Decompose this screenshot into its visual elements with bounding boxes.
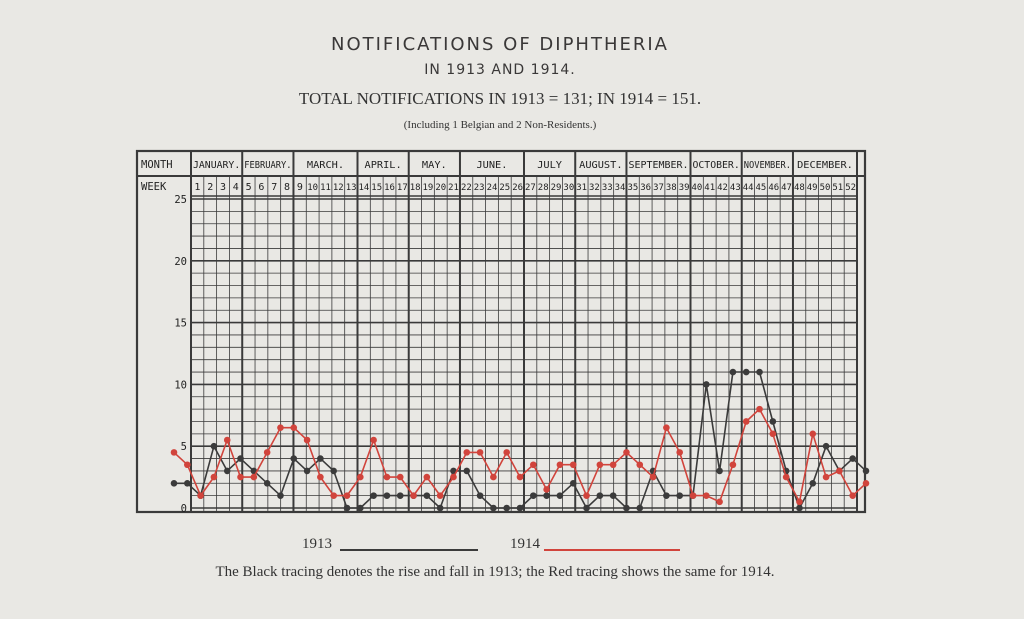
month-label: JUNE.: [476, 160, 508, 171]
data-point-1913: [184, 480, 191, 487]
data-point-1914: [410, 492, 417, 499]
data-point-1913: [477, 492, 484, 499]
data-point-1914: [370, 437, 377, 444]
month-label: MARCH.: [306, 160, 345, 171]
data-point-1914: [503, 449, 510, 456]
data-point-1914: [756, 406, 763, 413]
data-point-1914: [357, 474, 364, 481]
week-label: 22: [460, 183, 472, 193]
data-point-1913: [317, 455, 324, 462]
data-point-1914: [424, 474, 431, 481]
data-point-1914: [823, 474, 830, 481]
data-point-1914: [663, 424, 670, 431]
series-1913: [171, 369, 870, 512]
week-label: 52: [845, 183, 856, 193]
week-label: 35: [627, 183, 639, 193]
y-tick-label: 10: [174, 379, 187, 392]
data-point-1914: [610, 461, 617, 468]
data-point-1914: [171, 449, 178, 456]
data-point-1913: [623, 505, 630, 512]
week-label: 46: [768, 183, 780, 193]
month-label: JULY: [537, 160, 563, 171]
data-point-1913: [730, 369, 737, 376]
data-point-1913: [636, 505, 643, 512]
week-label: 10: [307, 183, 319, 193]
data-point-1914: [277, 424, 284, 431]
week-label: 13: [345, 183, 357, 193]
data-point-1913: [743, 369, 750, 376]
legend-1913-line: [340, 549, 478, 551]
data-point-1914: [703, 492, 710, 499]
week-label: 11: [320, 183, 331, 193]
data-point-1914: [463, 449, 470, 456]
week-label: 26: [512, 183, 523, 193]
data-point-1914: [676, 449, 683, 456]
week-label: 32: [589, 183, 600, 193]
week-label: 40: [691, 183, 703, 193]
data-point-1914: [650, 474, 657, 481]
data-point-1913: [463, 468, 470, 475]
week-label: 19: [422, 183, 434, 193]
data-point-1913: [863, 468, 870, 475]
week-label: 44: [742, 183, 754, 193]
data-point-1913: [211, 443, 218, 450]
data-point-1914: [517, 474, 524, 481]
data-point-1913: [490, 505, 497, 512]
week-label: 12: [332, 183, 344, 193]
series-line-1913: [174, 372, 866, 508]
data-point-1914: [290, 424, 297, 431]
legend-1914-line: [544, 549, 680, 551]
data-point-1914: [809, 431, 816, 438]
data-point-1914: [730, 461, 737, 468]
month-label: AUGUST.: [579, 160, 623, 171]
data-point-1913: [517, 505, 524, 512]
week-label: 43: [729, 183, 741, 193]
data-point-1914: [450, 474, 457, 481]
week-label: 14: [358, 183, 370, 193]
y-tick-label: 0: [180, 503, 187, 515]
data-point-1913: [424, 492, 431, 499]
week-label: 25: [499, 183, 511, 193]
data-point-1913: [264, 480, 271, 487]
data-point-1914: [490, 474, 497, 481]
data-point-1913: [530, 492, 537, 499]
data-point-1913: [716, 468, 723, 475]
data-point-1914: [836, 468, 843, 475]
week-label: 36: [640, 183, 652, 193]
data-point-1913: [237, 455, 244, 462]
week-label: 16: [384, 183, 395, 193]
data-point-1914: [716, 499, 723, 506]
week-label: 21: [448, 183, 459, 193]
data-point-1913: [357, 505, 364, 512]
data-point-1913: [676, 492, 683, 499]
month-label: OCTOBER.: [692, 160, 740, 171]
data-point-1913: [823, 443, 830, 450]
chart-frame: [137, 151, 865, 512]
data-point-1914: [636, 461, 643, 468]
series-line-1914: [174, 409, 866, 502]
week-label: 24: [486, 183, 498, 193]
week-label: 49: [806, 183, 818, 193]
month-label: NOVEMBER.: [743, 160, 791, 171]
data-point-1913: [437, 505, 444, 512]
data-point-1913: [543, 492, 550, 499]
week-label: 42: [717, 183, 728, 193]
data-point-1914: [770, 431, 777, 438]
data-point-1913: [384, 492, 391, 499]
data-point-1914: [796, 499, 803, 506]
month-labels: [193, 160, 853, 171]
data-point-1913: [703, 381, 710, 388]
week-label: 20: [435, 183, 447, 193]
week-label: 29: [550, 183, 562, 193]
week-label: 1: [194, 182, 201, 193]
data-point-1914: [397, 474, 404, 481]
week-label: 48: [793, 183, 805, 193]
data-point-1914: [184, 461, 191, 468]
week-label: 8: [284, 182, 291, 193]
data-point-1914: [330, 492, 337, 499]
chart-subtitle: IN 1913 AND 1914.: [424, 62, 576, 78]
data-point-1913: [277, 492, 284, 499]
data-point-1913: [597, 492, 604, 499]
week-label: 37: [653, 183, 664, 193]
data-point-1914: [690, 492, 697, 499]
footnote-including: (Including 1 Belgian and 2 Non-Residents.): [403, 119, 597, 131]
data-point-1913: [370, 492, 377, 499]
week-label: 34: [614, 183, 626, 193]
data-point-1913: [171, 480, 178, 487]
data-point-1914: [623, 449, 630, 456]
data-point-1914: [557, 461, 564, 468]
legend-1913-label: 1913: [302, 536, 332, 552]
month-label: APRIL.: [364, 160, 402, 171]
total-notifications: TOTAL NOTIFICATIONS IN 1913 = 131; IN 1914 = 151.: [298, 89, 702, 108]
week-label: 23: [473, 183, 485, 193]
data-point-1913: [796, 505, 803, 512]
data-point-1914: [197, 492, 204, 499]
week-label: 4: [232, 182, 239, 193]
week-label: 5: [245, 182, 252, 193]
week-label: 50: [819, 183, 831, 193]
data-point-1913: [849, 455, 856, 462]
week-label: 28: [537, 183, 549, 193]
week-label: 38: [665, 183, 677, 193]
data-point-1913: [397, 492, 404, 499]
week-label: 2: [207, 182, 214, 193]
data-point-1914: [543, 486, 550, 493]
data-point-1914: [251, 474, 258, 481]
week-label: 6: [258, 182, 265, 193]
data-point-1913: [330, 468, 337, 475]
data-point-1913: [570, 480, 577, 487]
data-point-1914: [304, 437, 311, 444]
data-point-1914: [863, 480, 870, 487]
legend-caption: The Black tracing denotes the rise and fall in 1913; the Red tracing shows the same for 1914.: [215, 564, 775, 580]
month-label: DECEMBER.: [797, 160, 853, 171]
data-point-1914: [344, 492, 351, 499]
chart-title: NOTIFICATIONS OF DIPHTHERIA: [330, 34, 669, 55]
data-point-1913: [809, 480, 816, 487]
data-point-1914: [211, 474, 218, 481]
week-label: 45: [755, 183, 767, 193]
data-point-1914: [477, 449, 484, 456]
row-label-week: WEEK: [141, 181, 167, 193]
week-label: 39: [678, 183, 690, 193]
month-label: MAY.: [421, 160, 447, 171]
data-point-1913: [224, 468, 231, 475]
data-point-1914: [570, 461, 577, 468]
data-point-1914: [597, 461, 604, 468]
month-label: SEPTEMBER.: [628, 160, 689, 171]
week-label: 47: [781, 183, 792, 193]
data-point-1913: [610, 492, 617, 499]
data-point-1914: [530, 461, 537, 468]
data-point-1913: [290, 455, 297, 462]
month-label: FEBRUARY.: [244, 160, 292, 171]
week-label: 3: [220, 182, 227, 193]
data-point-1913: [344, 505, 351, 512]
week-label: 33: [601, 183, 613, 193]
data-point-1914: [384, 474, 391, 481]
data-point-1914: [317, 474, 324, 481]
month-label: JANUARY.: [193, 160, 241, 171]
week-label: 51: [832, 183, 844, 193]
data-point-1913: [663, 492, 670, 499]
week-label: 27: [525, 183, 536, 193]
y-tick-label: 15: [174, 317, 187, 330]
y-tick-label: 5: [180, 441, 187, 454]
week-label: 7: [271, 182, 278, 193]
row-label-month: MONTH: [141, 159, 173, 171]
data-point-1914: [783, 474, 790, 481]
week-label: 9: [296, 182, 303, 193]
data-point-1914: [224, 437, 231, 444]
week-label: 31: [576, 183, 588, 193]
y-tick-label: 25: [174, 194, 187, 206]
y-tick-label: 20: [174, 255, 187, 268]
week-label: 41: [704, 183, 716, 193]
data-point-1914: [849, 492, 856, 499]
data-point-1913: [557, 492, 564, 499]
week-label: 18: [409, 183, 421, 193]
data-point-1913: [304, 468, 311, 475]
legend-1914-label: 1914: [510, 536, 540, 552]
week-label: 15: [371, 183, 383, 193]
data-point-1914: [437, 492, 444, 499]
data-point-1914: [583, 492, 590, 499]
data-point-1913: [583, 505, 590, 512]
data-point-1913: [503, 505, 510, 512]
data-point-1913: [770, 418, 777, 425]
data-point-1914: [237, 474, 244, 481]
week-label: 17: [396, 183, 408, 193]
data-point-1914: [264, 449, 271, 456]
week-label: 30: [563, 183, 575, 193]
data-point-1914: [743, 418, 750, 425]
data-point-1913: [756, 369, 763, 376]
